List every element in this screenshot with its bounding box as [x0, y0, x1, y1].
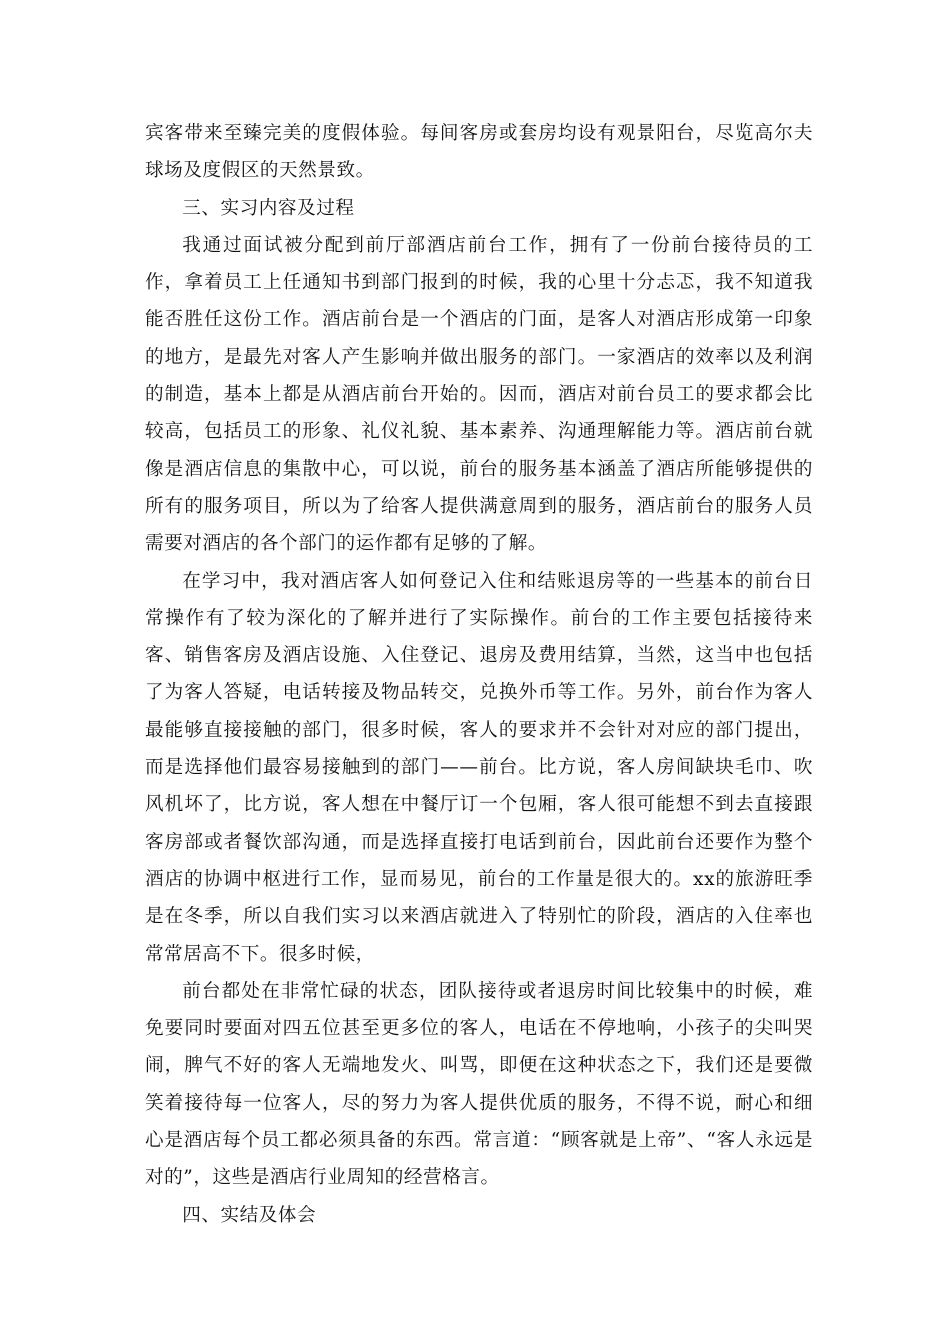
document-body — [145, 115, 813, 1234]
paragraph-body: 我通过面试被分配到前厅部酒店前台工作，拥有了一份前台接待员的工作，拿着员工上任通知书到部门报到的时候，我的心里十分忐忑，我不知道我能否胜任这份工作。酒店前台是一个酒店的门面，是客人对酒店形成第一印象的地方，是最先对客人产生影响并做出服务的部门。一家酒店的效率以及利润的制造，基本上都是从酒店前台开始的。因而，酒店对前台员工的要求都会比较高，包括员工的形象、礼仪礼貌、基本素养、沟通理解能力等。酒店前台就像是酒店信息的集散中心，可以说，前台的服务基本涵盖了酒店所能够提供的所有的服务项目，所以为了给客人提供满意周到的服务，酒店前台的服务人员需要对酒店的各个部门的运作都有足够的了解。 — [145, 234, 813, 555]
paragraph-body: 在学习中，我对酒店客人如何登记入住和结账退房等的一些基本的前台日常操作有了较为深化的了解并进行了实际操作。前台的工作主要包括接待来客、销售客房及酒店设施、入住登记、退房及费用结算，当然，这当中也包括了为客人答疑，电话转接及物品转交，兑换外币等工作。另外，前台作为客人最能够直接接触的部门，很多时候，客人的要求并不会针对对应的部门提出，而是选择他们最容易接触到的部门——前台。比方说，客人房间缺块毛巾、吹风机坏了，比方说，客人想在中餐厅订一个包厢，客人很可能想不到去直接跟客房部或者餐饮部沟通，而是选择直接打电话到前台，因此前台还要作为整个酒店的协调中枢进行工作，显而易见，前台的工作量是很大的。xx的旅游旺季是在冬季，所以自我们实习以来酒店就进入了特别忙的阶段，酒店的入住率也常常居高不下。很多时候， — [145, 570, 813, 965]
section-heading-3: 三、实习内容及过程 — [182, 197, 355, 219]
paragraph-continuation: 宾客带来至臻完美的度假体验。每间客房或套房均设有观景阳台，尽览高尔夫球场及度假区的天然景致。 — [145, 123, 813, 182]
section-heading-4: 四、实结及体会 — [182, 1204, 317, 1226]
paragraph-body: 前台都处在非常忙碌的状态，团队接待或者退房时间比较集中的时候，难免要同时要面对四五位甚至更多位的客人，电话在不停地响，小孩子的尖叫哭闹，脾气不好的客人无端地发火、叫骂，即便在这种状态之下，我们还是要微笑着接待每一位客人，尽的努力为客人提供优质的服务，不得不说，耐心和细心是酒店每个员工都必须具备的东西。常言道：“顾客就是上帝”、“客人永远是对的”，这些是酒店行业周知的经营格言。 — [145, 980, 813, 1189]
